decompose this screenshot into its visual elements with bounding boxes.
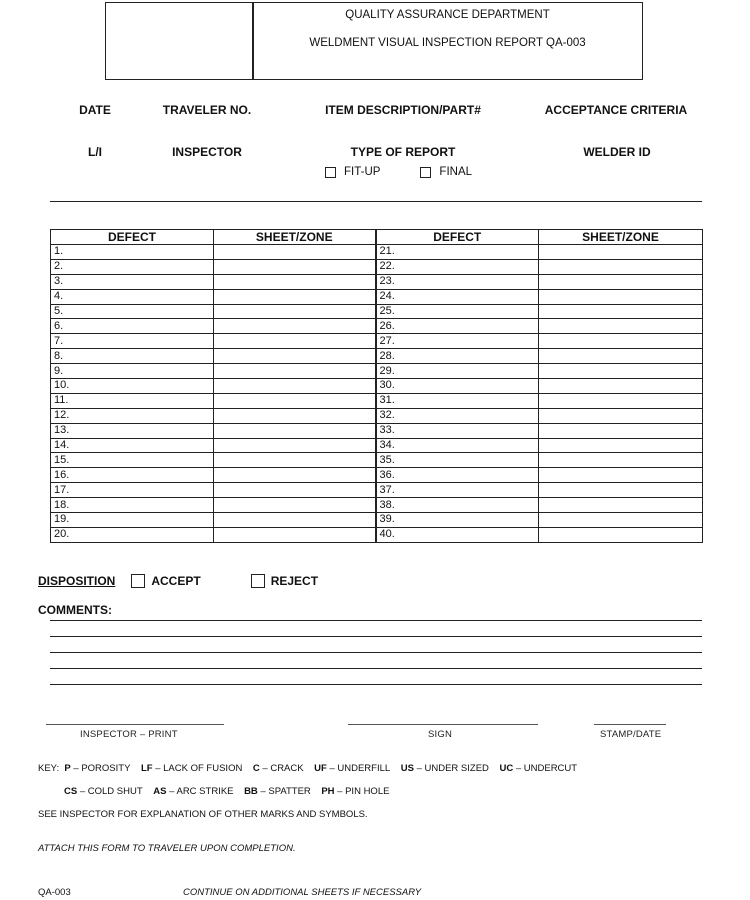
defect-cell[interactable]: 1. [51,245,214,260]
see-inspector-note: SEE INSPECTOR FOR EXPLANATION OF OTHER MARKS AND SYMBOLS. [38,809,368,820]
defect-cell[interactable]: 15. [51,453,214,468]
defect-cell[interactable]: 30. [376,379,539,394]
key-desc: – SPATTER [260,786,311,797]
sheet-zone-cell[interactable] [214,498,376,513]
sheet-zone-cell[interactable] [214,483,376,498]
table-row [51,259,703,274]
sheet-zone-cell[interactable] [539,408,703,423]
li-label[interactable]: L/I [88,145,102,159]
table-row [51,453,703,468]
table-row [51,423,703,438]
table-row [51,364,703,379]
attach-note: ATTACH THIS FORM TO TRAVELER UPON COMPLETION. [38,843,296,854]
key-desc: – CRACK [262,763,304,774]
inspector-print-label: INSPECTOR – PRINT [80,729,178,740]
defect-cell[interactable]: 12. [51,408,214,423]
defect-cell[interactable]: 21. [376,245,539,260]
sheet-zone-cell[interactable] [214,408,376,423]
key-line-1 [38,763,577,774]
sheet-zone-cell[interactable] [214,393,376,408]
defect-cell[interactable]: 37. [376,483,539,498]
defect-cell[interactable]: 35. [376,453,539,468]
comment-line[interactable] [50,668,702,669]
fit-up-checkbox[interactable] [325,167,336,178]
sheet-zone-cell[interactable] [214,453,376,468]
defect-table-header [51,230,703,245]
defect-cell[interactable]: 23. [376,274,539,289]
reject-checkbox[interactable] [251,574,265,588]
key-desc: – POROSITY [73,763,131,774]
key-desc: – PIN HOLE [337,786,390,797]
defect-cell[interactable]: 31. [376,393,539,408]
defect-cell[interactable]: 40. [376,527,539,542]
table-row [51,304,703,319]
defect-cell[interactable]: 2. [51,259,214,274]
table-row [51,483,703,498]
table-row [51,468,703,483]
key-desc: – ARC STRIKE [169,786,234,797]
inspector-print-line[interactable] [46,724,224,725]
defect-cell[interactable]: 7. [51,334,214,349]
defect-cell[interactable]: 32. [376,408,539,423]
defect-cell[interactable]: 27. [376,334,539,349]
report-type-options [325,166,472,178]
defect-cell[interactable]: 18. [51,498,214,513]
defect-cell[interactable]: 3. [51,274,214,289]
sheet-zone-cell[interactable] [214,438,376,453]
sign-line[interactable] [348,724,538,725]
table-row [51,319,703,334]
final-checkbox[interactable] [420,167,431,178]
table-row [51,274,703,289]
sheet-zone-cell[interactable] [539,289,703,304]
final-label: FINAL [439,166,473,178]
sheet-zone-cell[interactable] [539,498,703,513]
comment-line[interactable] [50,652,702,653]
sheet-zone-cell[interactable] [539,334,703,349]
key-code: PH [321,786,335,797]
defect-cell[interactable]: 22. [376,259,539,274]
traveler-no-label[interactable]: TRAVELER NO. [162,103,252,117]
defect-cell[interactable]: 9. [51,364,214,379]
defect-cell[interactable]: 28. [376,349,539,364]
table-row [51,438,703,453]
key-code: BB [244,786,258,797]
table-row [51,498,703,513]
sheet-zone-cell[interactable] [539,379,703,394]
key-desc: – UNDERFILL [329,763,391,774]
header-box [105,2,643,80]
defect-cell[interactable]: 17. [51,483,214,498]
sheet-zone-cell[interactable] [539,483,703,498]
date-label[interactable]: DATE [79,103,111,117]
accept-label: ACCEPT [151,574,201,588]
table-row [51,289,703,304]
table-row [51,379,703,394]
fit-up-label: FIT-UP [344,166,381,178]
divider-line [50,201,702,202]
defect-cell[interactable]: 11. [51,393,214,408]
sheet-zone-cell[interactable] [539,423,703,438]
continue-note: CONTINUE ON ADDITIONAL SHEETS IF NECESSARY [183,887,422,898]
key-code: C [252,763,260,774]
sheet-zone-cell[interactable] [539,245,703,260]
inspector-label[interactable]: INSPECTOR [172,145,242,159]
defect-cell[interactable]: 26. [376,319,539,334]
sheet-zone-cell[interactable] [214,349,376,364]
sheet-zone-cell[interactable] [214,468,376,483]
table-row [51,245,703,260]
sheet-zone-cell[interactable] [214,245,376,260]
sheet-zone-cell[interactable] [539,259,703,274]
table-row [51,408,703,423]
sheet-zone-cell[interactable] [214,289,376,304]
key-desc: – UNDERCUT [515,763,578,774]
comments-label: COMMENTS: [38,603,112,617]
sheet-zone-cell[interactable] [539,468,703,483]
defect-cell[interactable]: 36. [376,468,539,483]
table-row [51,349,703,364]
defect-cell[interactable]: 20. [51,527,214,542]
key-code: AS [153,786,167,797]
disposition-row [38,574,318,588]
defect-cell[interactable]: 24. [376,289,539,304]
comment-line[interactable] [50,684,702,685]
key-code: UC [499,763,514,774]
sheet-zone-cell[interactable] [214,334,376,349]
defect-cell[interactable]: 4. [51,289,214,304]
defect-cell[interactable]: 19. [51,513,214,528]
key-desc: – UNDER SIZED [416,763,489,774]
table-row [51,513,703,528]
sheet-zone-cell[interactable] [539,274,703,289]
key-line-2 [64,786,389,797]
item-description-label[interactable]: ITEM DESCRIPTION/PART# [325,103,481,117]
key-code: P [64,763,71,774]
key-code: CS [64,786,78,797]
sheet-zone-cell[interactable] [214,379,376,394]
sheet-zone-header: SHEET/ZONE [214,230,376,245]
defect-cell[interactable]: 10. [51,379,214,394]
defect-header: DEFECT [51,230,214,245]
defect-cell[interactable]: 16. [51,468,214,483]
disposition-label: DISPOSITION [38,574,116,588]
sheet-zone-cell[interactable] [214,319,376,334]
defect-cell[interactable]: 39. [376,513,539,528]
defect-cell[interactable]: 25. [376,304,539,319]
comment-line[interactable] [50,620,702,621]
key-desc: – COLD SHUT [79,786,143,797]
defect-table [50,229,703,543]
key-desc: – LACK OF FUSION [155,763,243,774]
sheet-zone-cell[interactable] [214,259,376,274]
sheet-zone-cell[interactable] [214,304,376,319]
sheet-zone-cell[interactable] [539,364,703,379]
table-row [51,527,703,542]
key-code: UF [314,763,327,774]
sheet-zone-cell[interactable] [214,423,376,438]
comment-line[interactable] [50,636,702,637]
form-id: QA-003 [38,887,71,898]
key-label: KEY: [38,763,60,774]
sheet-zone-cell[interactable] [214,364,376,379]
sheet-zone-cell[interactable] [539,453,703,468]
defect-cell[interactable]: 5. [51,304,214,319]
table-row [51,393,703,408]
defect-cell[interactable]: 6. [51,319,214,334]
defect-cell[interactable]: 38. [376,498,539,513]
sheet-zone-cell[interactable] [214,274,376,289]
sheet-zone-cell[interactable] [539,438,703,453]
sheet-zone-cell[interactable] [214,527,376,542]
report-title: WELDMENT VISUAL INSPECTION REPORT QA-003 [309,37,586,49]
sheet-zone-cell[interactable] [214,513,376,528]
sheet-zone-cell[interactable] [539,513,703,528]
type-of-report-label: TYPE OF REPORT [350,145,456,159]
sign-label: SIGN [428,729,453,740]
defect-cell[interactable]: 29. [376,364,539,379]
defect-cell[interactable]: 33. [376,423,539,438]
key-code: LF [140,763,153,774]
stamp-date-line[interactable] [594,724,666,725]
sheet-zone-cell[interactable] [539,349,703,364]
defect-cell[interactable]: 8. [51,349,214,364]
defect-cell[interactable]: 13. [51,423,214,438]
defect-header: DEFECT [376,230,539,245]
sheet-zone-header: SHEET/ZONE [539,230,703,245]
sheet-zone-cell[interactable] [539,319,703,334]
welder-id-label[interactable]: WELDER ID [583,145,651,159]
defect-cell[interactable]: 34. [376,438,539,453]
table-row [51,334,703,349]
sheet-zone-cell[interactable] [539,304,703,319]
sheet-zone-cell[interactable] [539,393,703,408]
reject-label: REJECT [270,574,319,588]
stamp-date-label: STAMP/DATE [600,729,662,740]
acceptance-criteria-label[interactable]: ACCEPTANCE CRITERIA [544,103,688,117]
accept-checkbox[interactable] [131,574,145,588]
defect-cell[interactable]: 14. [51,438,214,453]
key-code: US [400,763,414,774]
department-name: QUALITY ASSURANCE DEPARTMENT [345,9,550,21]
sheet-zone-cell[interactable] [539,527,703,542]
